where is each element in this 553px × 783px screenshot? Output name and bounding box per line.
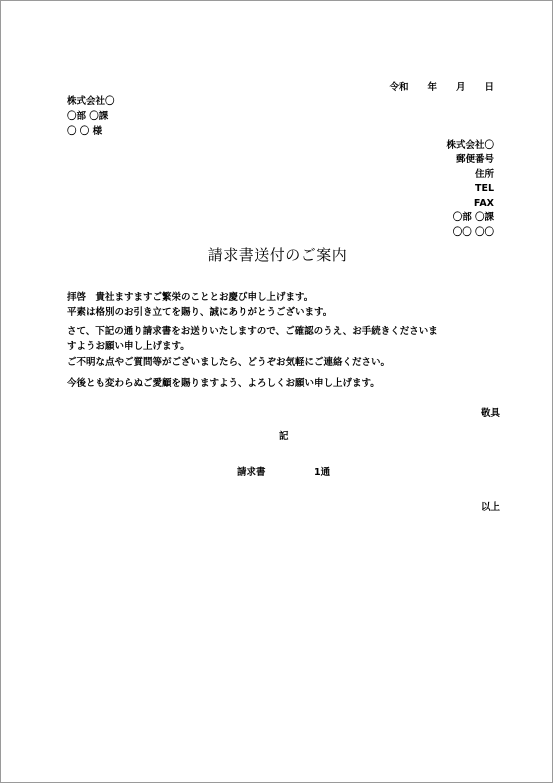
- date-line: 令和 年 月 日: [389, 82, 494, 93]
- sender-department: 〇部 〇課: [452, 212, 494, 223]
- body-paragraph-1-line-1: 拝啓 貴社ますますご繁栄のこととお慶び申し上げます。: [67, 292, 314, 303]
- body-paragraph-2-line-3: ご不明な点やご質問等がございましたら、どうぞお気軽にご連絡ください。: [67, 357, 391, 368]
- sender-name: 〇〇 〇〇: [452, 227, 494, 238]
- body-paragraph-1-line-2: 平素は格別のお引き立てを賜り、誠にありがとうございます。: [67, 307, 333, 318]
- end-ijou: 以上: [480, 502, 500, 513]
- sender-postal: 郵便番号: [455, 154, 494, 165]
- sender-tel: TEL: [474, 183, 494, 194]
- recipient-company: 株式会社〇: [67, 96, 115, 107]
- closing-keigu: 敬具: [480, 408, 500, 419]
- item-quantity: 1通: [314, 467, 331, 478]
- sender-fax: FAX: [473, 198, 494, 209]
- item-label: 請求書: [237, 467, 266, 478]
- sender-company: 株式会社〇: [446, 140, 494, 151]
- body-paragraph-3-line-1: 今後とも変わらぬご愛顧を賜りますよう、よろしくお願い申し上げます。: [67, 378, 380, 389]
- sender-address: 住所: [474, 169, 494, 180]
- document-title: 請求書送付のご案内: [207, 246, 348, 264]
- recipient-department: 〇部 〇課: [67, 111, 109, 122]
- ki-heading: 記: [279, 431, 289, 442]
- body-paragraph-2-line-2: すようお願い申し上げます。: [67, 341, 190, 352]
- body-paragraph-2-line-1: さて、下記の通り請求書をお送りいたしますので、ご確認のうえ、お手続きくださいま: [67, 326, 438, 337]
- recipient-name: 〇 〇 様: [67, 126, 103, 137]
